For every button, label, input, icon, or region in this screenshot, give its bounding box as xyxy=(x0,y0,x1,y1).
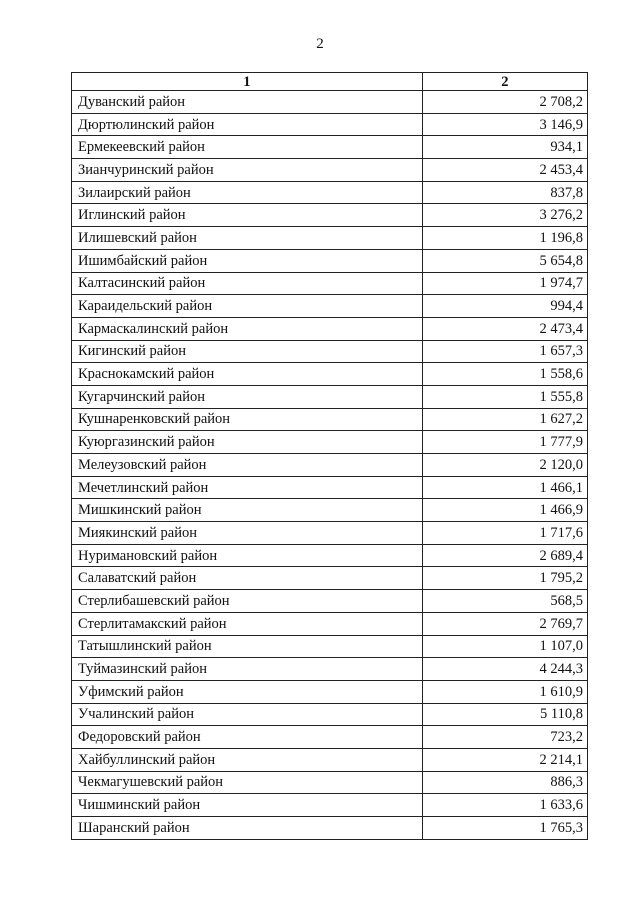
district-name-cell: Куюргазинский район xyxy=(72,431,423,454)
district-name-cell: Шаранский район xyxy=(72,817,423,840)
district-name-cell: Мелеузовский район xyxy=(72,454,423,477)
district-name-cell: Зианчуринский район xyxy=(72,159,423,182)
district-name-cell: Мишкинский район xyxy=(72,499,423,522)
table-row xyxy=(72,544,588,567)
district-name-cell: Уфимский район xyxy=(72,680,423,703)
district-value-cell: 5 110,8 xyxy=(422,703,587,726)
district-name-cell: Калтасинский район xyxy=(72,272,423,295)
table-row xyxy=(72,454,588,477)
district-name-cell: Татышлинский район xyxy=(72,635,423,658)
table-row xyxy=(72,408,588,431)
district-value-cell: 886,3 xyxy=(422,771,587,794)
district-value-cell: 1 627,2 xyxy=(422,408,587,431)
district-value-cell: 3 276,2 xyxy=(422,204,587,227)
district-value-cell: 1 196,8 xyxy=(422,227,587,250)
district-value-cell: 2 214,1 xyxy=(422,748,587,771)
district-name-cell: Стерлибашевский район xyxy=(72,590,423,613)
district-value-cell: 1 555,8 xyxy=(422,385,587,408)
table-row xyxy=(72,340,588,363)
table-row xyxy=(72,590,588,613)
district-name-cell: Мечетлинский район xyxy=(72,476,423,499)
district-name-cell: Ермекеевский район xyxy=(72,136,423,159)
district-name-cell: Нуримановский район xyxy=(72,544,423,567)
table-row xyxy=(72,635,588,658)
table-row xyxy=(72,363,588,386)
district-name-cell: Иглинский район xyxy=(72,204,423,227)
district-value-cell: 568,5 xyxy=(422,590,587,613)
table-row xyxy=(72,227,588,250)
table-row xyxy=(72,726,588,749)
district-name-cell: Миякинский район xyxy=(72,522,423,545)
table-row xyxy=(72,794,588,817)
district-value-cell: 2 708,2 xyxy=(422,91,587,114)
district-name-cell: Учалинский район xyxy=(72,703,423,726)
district-table xyxy=(71,72,588,840)
district-name-cell: Дюртюлинский район xyxy=(72,113,423,136)
table-row xyxy=(72,567,588,590)
table-row xyxy=(72,680,588,703)
table-row xyxy=(72,703,588,726)
district-name-cell: Федоровский район xyxy=(72,726,423,749)
district-name-cell: Стерлитамакский район xyxy=(72,612,423,635)
table-row xyxy=(72,522,588,545)
table-row xyxy=(72,748,588,771)
district-value-cell: 994,4 xyxy=(422,295,587,318)
district-value-cell: 5 654,8 xyxy=(422,249,587,272)
district-value-cell: 2 769,7 xyxy=(422,612,587,635)
column-header-1: 1 xyxy=(72,73,423,91)
district-value-cell: 2 120,0 xyxy=(422,454,587,477)
district-name-cell: Хайбуллинский район xyxy=(72,748,423,771)
table-row xyxy=(72,771,588,794)
district-name-cell: Чекмагушевский район xyxy=(72,771,423,794)
table-row xyxy=(72,204,588,227)
table-row xyxy=(72,136,588,159)
district-name-cell: Салаватский район xyxy=(72,567,423,590)
table-row xyxy=(72,159,588,182)
district-value-cell: 2 473,4 xyxy=(422,317,587,340)
district-value-cell: 837,8 xyxy=(422,181,587,204)
table-row xyxy=(72,317,588,340)
district-name-cell: Краснокамский район xyxy=(72,363,423,386)
district-value-cell: 2 689,4 xyxy=(422,544,587,567)
district-value-cell: 1 795,2 xyxy=(422,567,587,590)
table-row xyxy=(72,431,588,454)
district-value-cell: 1 466,9 xyxy=(422,499,587,522)
district-value-cell: 4 244,3 xyxy=(422,658,587,681)
district-name-cell: Кигинский район xyxy=(72,340,423,363)
district-name-cell: Зилаирский район xyxy=(72,181,423,204)
district-name-cell: Илишевский район xyxy=(72,227,423,250)
district-value-cell: 1 765,3 xyxy=(422,817,587,840)
table-row xyxy=(72,658,588,681)
district-value-cell: 1 466,1 xyxy=(422,476,587,499)
district-value-cell: 723,2 xyxy=(422,726,587,749)
district-value-cell: 1 777,9 xyxy=(422,431,587,454)
district-name-cell: Туймазинский район xyxy=(72,658,423,681)
district-value-cell: 934,1 xyxy=(422,136,587,159)
table-row xyxy=(72,91,588,114)
table-row xyxy=(72,476,588,499)
table-row xyxy=(72,181,588,204)
column-header-2: 2 xyxy=(422,73,587,91)
table-row xyxy=(72,612,588,635)
district-value-cell: 1 107,0 xyxy=(422,635,587,658)
table-row xyxy=(72,272,588,295)
district-name-cell: Кугарчинский район xyxy=(72,385,423,408)
table-row xyxy=(72,113,588,136)
district-value-cell: 3 146,9 xyxy=(422,113,587,136)
district-name-cell: Ишимбайский район xyxy=(72,249,423,272)
page-number: 2 xyxy=(316,36,324,52)
district-value-cell: 1 610,9 xyxy=(422,680,587,703)
table-row xyxy=(72,249,588,272)
district-name-cell: Кармаскалинский район xyxy=(72,317,423,340)
table-row xyxy=(72,295,588,318)
district-value-cell: 1 633,6 xyxy=(422,794,587,817)
table-header-row xyxy=(72,73,588,91)
district-name-cell: Чишминский район xyxy=(72,794,423,817)
table-row xyxy=(72,385,588,408)
district-name-cell: Дуванский район xyxy=(72,91,423,114)
district-name-cell: Караидельский район xyxy=(72,295,423,318)
table-row xyxy=(72,817,588,840)
table-body xyxy=(72,91,588,840)
district-value-cell: 1 974,7 xyxy=(422,272,587,295)
district-value-cell: 1 717,6 xyxy=(422,522,587,545)
district-name-cell: Кушнаренковский район xyxy=(72,408,423,431)
district-value-cell: 1 657,3 xyxy=(422,340,587,363)
district-value-cell: 2 453,4 xyxy=(422,159,587,182)
district-value-cell: 1 558,6 xyxy=(422,363,587,386)
table-row xyxy=(72,499,588,522)
